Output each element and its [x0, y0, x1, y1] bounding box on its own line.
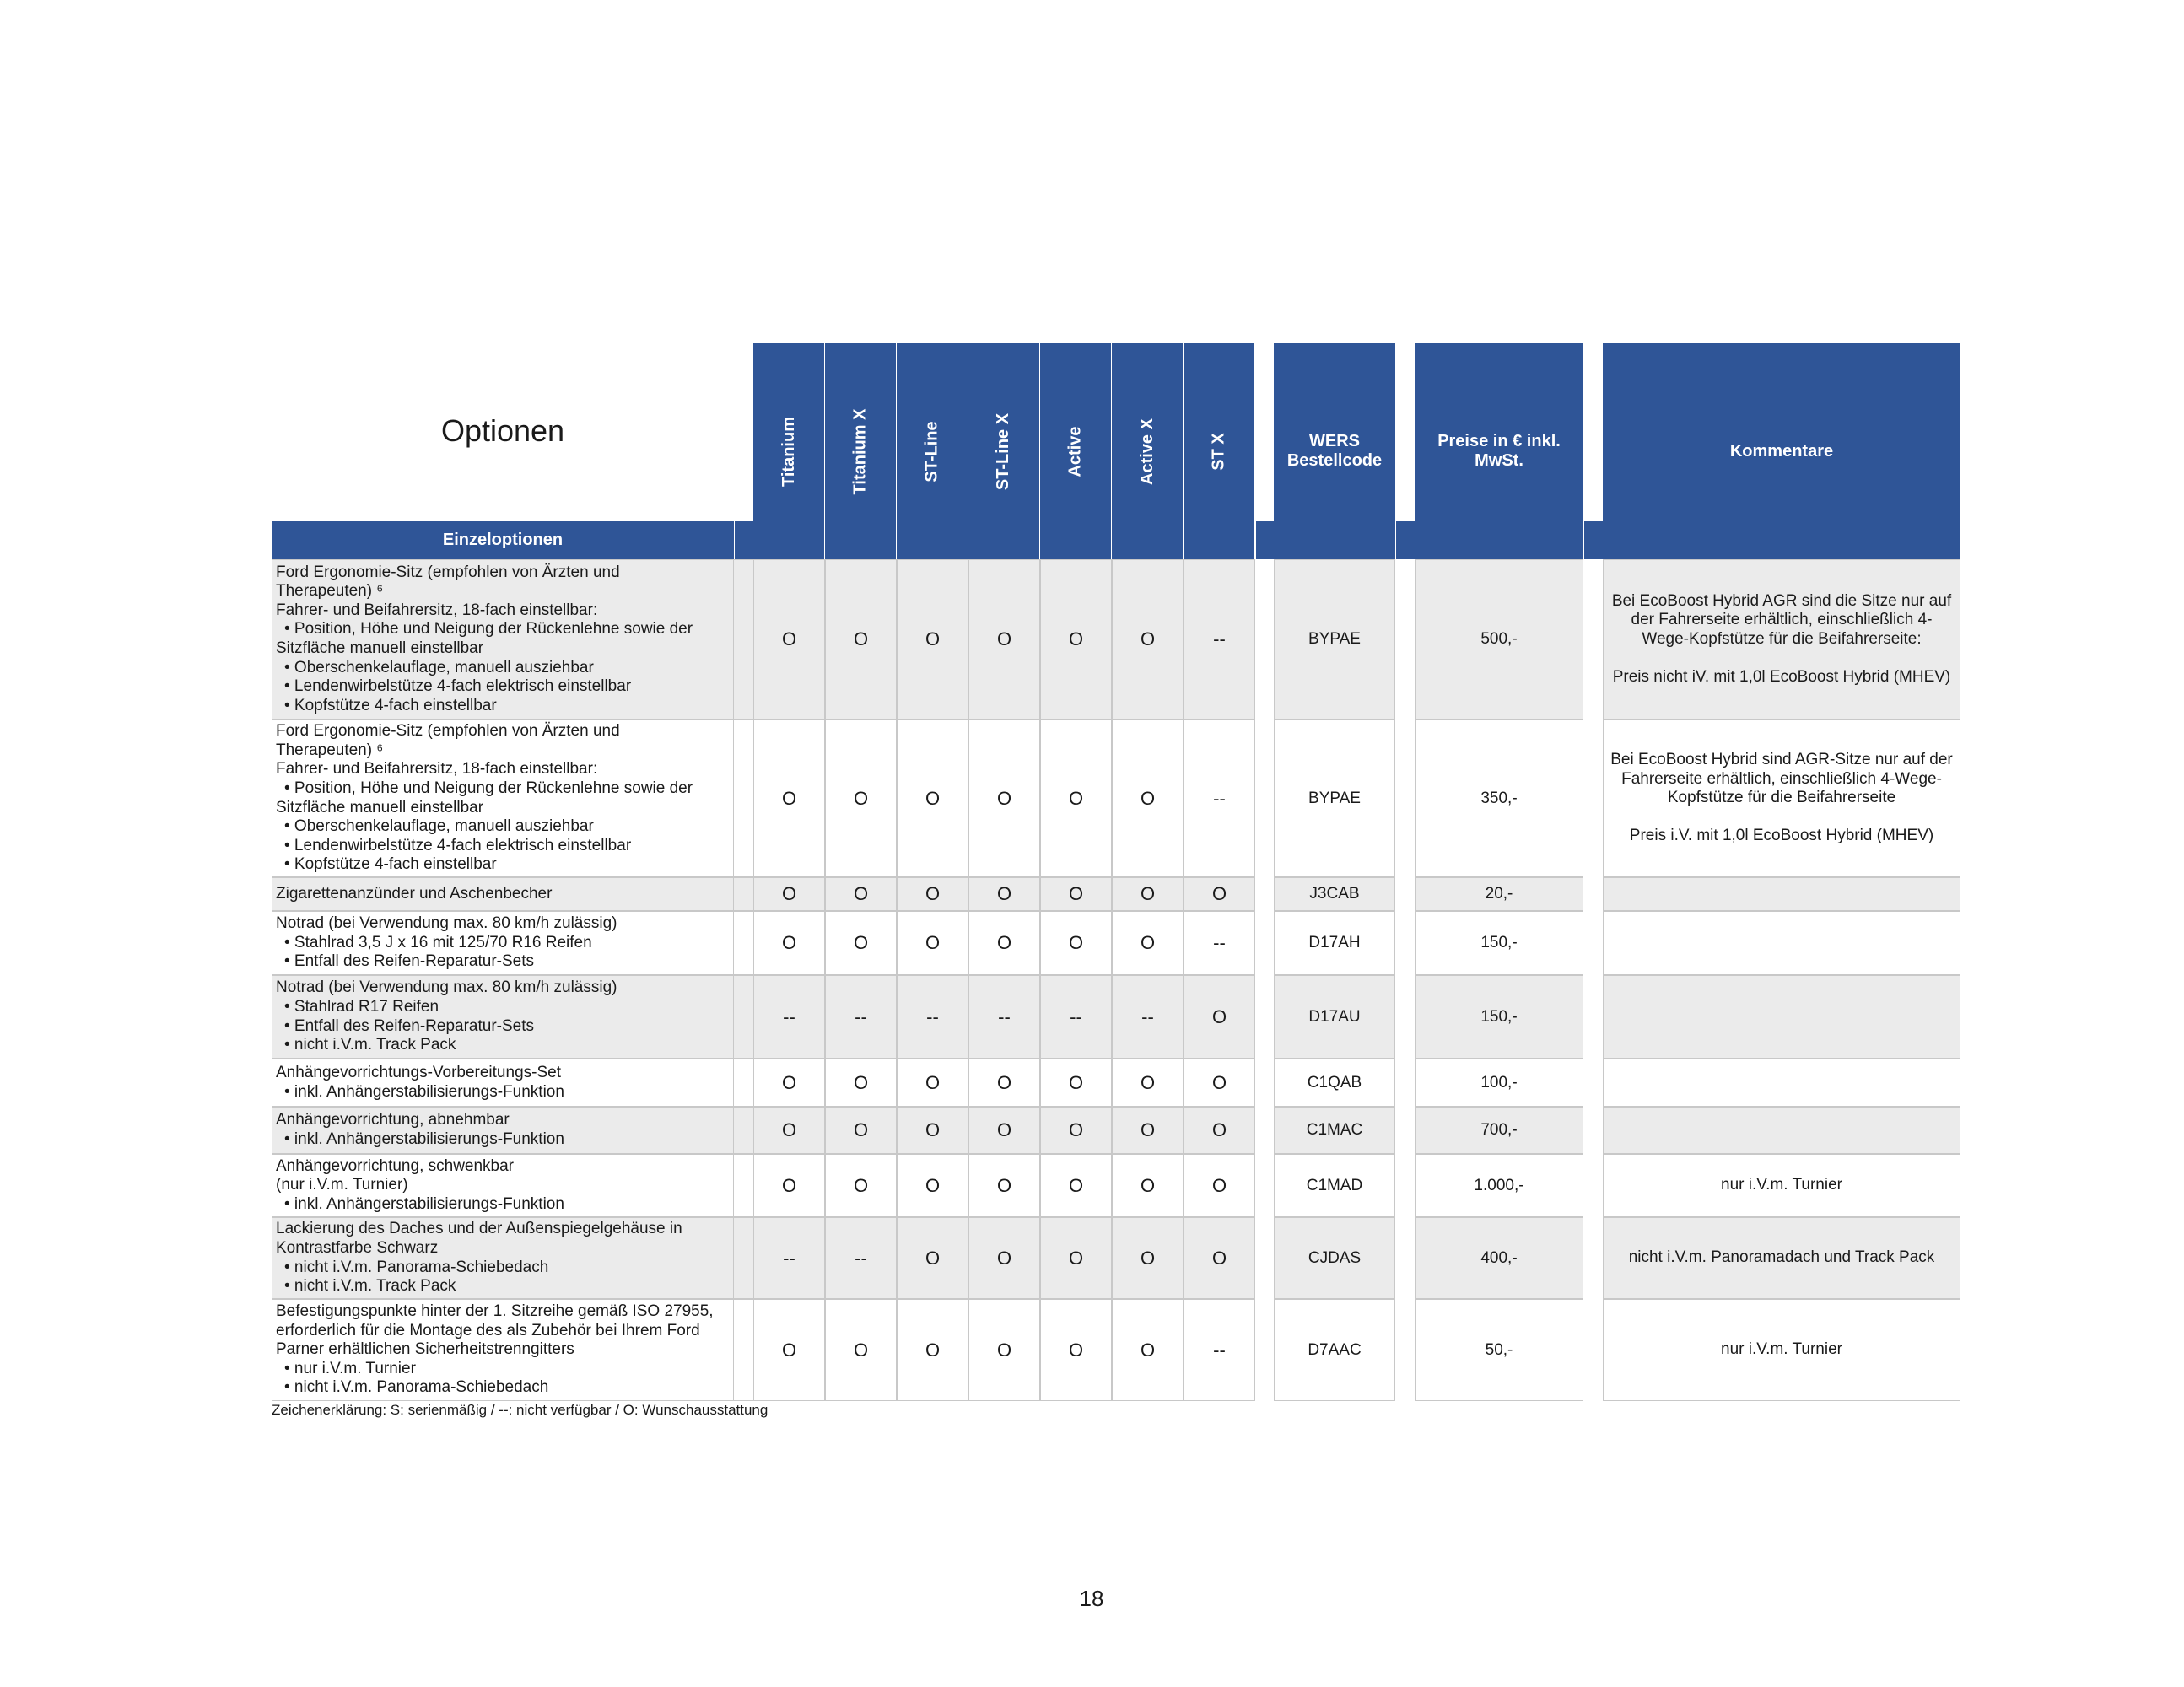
- header-gutter: [1583, 521, 1603, 559]
- trim-availability-cell: [897, 1299, 968, 1401]
- optional-symbol: O: [853, 1339, 869, 1361]
- option-description: [272, 720, 734, 877]
- header-gutter: [1395, 521, 1415, 559]
- option-line: Fahrer- und Beifahrersitz, 18-fach einstellbar:: [276, 601, 598, 619]
- trim-availability-cell: [1040, 1217, 1112, 1299]
- option-line: • nicht i.V.m. Track Pack: [284, 1277, 456, 1296]
- optional-symbol: O: [781, 628, 797, 649]
- optional-symbol: O: [853, 628, 869, 649]
- section-header-einzeloptionen: Einzeloptionen: [272, 521, 734, 559]
- comment-cell: [1603, 720, 1960, 877]
- optional-symbol: O: [925, 1247, 941, 1269]
- trim-availability-cell: [825, 975, 897, 1059]
- not-available-symbol: --: [1213, 1339, 1226, 1361]
- trim-header-st-line: [897, 343, 968, 559]
- optional-symbol: O: [1068, 628, 1084, 649]
- optional-symbol: O: [1211, 1119, 1227, 1140]
- optional-symbol: O: [925, 1119, 941, 1140]
- option-line: Parner erhältlichen Sicherheitstrenngitters: [276, 1340, 574, 1359]
- trim-availability-cell: [1112, 720, 1184, 877]
- comment-line: nicht i.V.m. Panoramadach und Track Pack: [1628, 1248, 1935, 1267]
- optional-symbol: O: [1140, 932, 1156, 953]
- wers-code-header-label: WERS Bestellcode: [1286, 432, 1383, 470]
- optional-symbol: O: [1068, 932, 1084, 953]
- optional-symbol: O: [925, 1071, 941, 1093]
- comment-header-label: Kommentare: [1729, 441, 1834, 461]
- trim-availability-cell: [753, 1217, 825, 1299]
- optional-symbol: O: [996, 1247, 1012, 1269]
- price-header-label: Preise in € inkl. MwSt.: [1437, 432, 1561, 470]
- trim-header-active: [1040, 343, 1112, 559]
- option-line: • nicht i.V.m. Panorama-Schiebedach: [284, 1258, 549, 1276]
- trim-availability-cell: [1112, 975, 1184, 1059]
- option-line: Lackierung des Daches und der Außenspiegelgehäuse in: [276, 1220, 682, 1238]
- not-available-symbol: --: [1070, 1005, 1082, 1027]
- comment-line: nur i.V.m. Turnier: [1721, 1176, 1842, 1194]
- header-gutter: [734, 521, 753, 559]
- not-available-symbol: --: [855, 1247, 867, 1269]
- trim-availability-cell: [1112, 1299, 1184, 1401]
- trim-availability-cell: [1184, 1154, 1255, 1217]
- comment-cell: [1603, 911, 1960, 975]
- price-cell: 1.000,-: [1415, 1154, 1583, 1217]
- wers-code-cell: BYPAE: [1274, 559, 1395, 720]
- trim-header-st-line-x: [968, 343, 1040, 559]
- trim-header-titanium: [753, 343, 825, 559]
- comment-line: Preis i.V. mit 1,0l EcoBoost Hybrid (MHEV): [1629, 827, 1934, 845]
- option-description: [272, 1059, 734, 1107]
- optional-symbol: O: [1140, 1247, 1156, 1269]
- trim-availability-cell: [1040, 1107, 1112, 1154]
- price-cell: 150,-: [1415, 975, 1583, 1059]
- row-gutter: [734, 720, 753, 877]
- wers-code-header: [1274, 343, 1395, 559]
- comment-line: Preis nicht iV. mit 1,0l EcoBoost Hybrid (MHEV): [1612, 667, 1951, 686]
- optional-symbol: O: [996, 1071, 1012, 1093]
- trim-availability-cell: [825, 877, 897, 911]
- row-gutter: [734, 877, 753, 911]
- comment-cell: [1603, 1299, 1960, 1401]
- option-line: • inkl. Anhängerstabilisierungs-Funktion: [284, 1130, 564, 1148]
- trim-availability-cell: [968, 559, 1040, 720]
- optional-symbol: O: [1211, 1005, 1227, 1027]
- option-line: Sitzfläche manuell einstellbar: [276, 639, 484, 657]
- option-line: • Oberschenkelauflage, manuell ausziehbar: [284, 817, 594, 836]
- price-cell: 350,-: [1415, 720, 1583, 877]
- trim-availability-cell: [1040, 877, 1112, 911]
- trim-availability-cell: [825, 1154, 897, 1217]
- trim-availability-cell: [1184, 1107, 1255, 1154]
- option-line: • Stahlrad 3,5 J x 16 mit 125/70 R16 Reifen: [284, 933, 592, 951]
- not-available-symbol: --: [783, 1247, 795, 1269]
- option-line: Befestigungspunkte hinter der 1. Sitzreihe gemäß ISO 27955,: [276, 1302, 714, 1321]
- trim-availability-cell: [1112, 559, 1184, 720]
- option-description: [272, 911, 734, 975]
- trim-availability-cell: [1112, 1107, 1184, 1154]
- option-line: Notrad (bei Verwendung max. 80 km/h zulässig): [276, 978, 617, 997]
- optional-symbol: O: [1211, 1071, 1227, 1093]
- option-line: Ford Ergonomie-Sitz (empfohlen von Ärzten und: [276, 563, 620, 581]
- comment-line: Wege-Kopfstütze für die Beifahrerseite:: [1642, 629, 1922, 648]
- trim-availability-cell: [1112, 1217, 1184, 1299]
- trim-availability-cell: [968, 877, 1040, 911]
- trim-header-label: ST-Line X: [994, 412, 1013, 490]
- option-line: • nur i.V.m. Turnier: [284, 1359, 416, 1377]
- comment-line: [1780, 808, 1783, 827]
- option-line: • Kopfstütze 4-fach einstellbar: [284, 696, 497, 714]
- trim-availability-cell: [897, 975, 968, 1059]
- wers-code-cell: CJDAS: [1274, 1217, 1395, 1299]
- wers-code-cell: C1MAD: [1274, 1154, 1395, 1217]
- trim-availability-cell: [825, 1107, 897, 1154]
- option-line: • nicht i.V.m. Track Pack: [284, 1036, 456, 1054]
- option-line: • Position, Höhe und Neigung der Rückenlehne sowie der: [284, 779, 693, 797]
- trim-availability-cell: [1112, 877, 1184, 911]
- not-available-symbol: --: [783, 1005, 795, 1027]
- trim-availability-cell: [825, 1299, 897, 1401]
- optional-symbol: O: [996, 1339, 1012, 1361]
- row-gutter: [734, 1217, 753, 1299]
- option-line: erforderlich für die Montage des als Zubehör bei Ihrem Ford: [276, 1321, 700, 1339]
- row-gutter: [734, 911, 753, 975]
- optional-symbol: O: [1140, 787, 1156, 809]
- option-line: • inkl. Anhängerstabilisierungs-Funktion: [284, 1082, 564, 1101]
- row-gutter: [734, 1107, 753, 1154]
- trim-availability-cell: [968, 1217, 1040, 1299]
- optional-symbol: O: [781, 1119, 797, 1140]
- comment-cell: [1603, 1107, 1960, 1154]
- optional-symbol: O: [996, 1174, 1012, 1196]
- optional-symbol: O: [1068, 1119, 1084, 1140]
- option-line: • nicht i.V.m. Panorama-Schiebedach: [284, 1378, 549, 1397]
- option-line: • inkl. Anhängerstabilisierungs-Funktion: [284, 1194, 564, 1213]
- trim-header-st-x: [1184, 343, 1255, 559]
- trim-availability-cell: [1184, 720, 1255, 877]
- trim-availability-cell: [897, 911, 968, 975]
- optional-symbol: O: [781, 932, 797, 953]
- trim-availability-cell: [1184, 559, 1255, 720]
- trim-availability-cell: [753, 559, 825, 720]
- trim-availability-cell: [1040, 911, 1112, 975]
- trim-availability-cell: [1040, 720, 1112, 877]
- comment-line: Bei EcoBoost Hybrid AGR sind die Sitze nur auf: [1611, 591, 1952, 610]
- price-header: [1415, 343, 1583, 559]
- option-line: Anhängevorrichtungs-Vorbereitungs-Set: [276, 1063, 561, 1081]
- trim-availability-cell: [825, 911, 897, 975]
- not-available-symbol: --: [998, 1005, 1011, 1027]
- wers-code-cell: D17AU: [1274, 975, 1395, 1059]
- optional-symbol: O: [996, 787, 1012, 809]
- optional-symbol: O: [853, 787, 869, 809]
- trim-availability-cell: [1040, 1154, 1112, 1217]
- trim-availability-cell: [968, 911, 1040, 975]
- page-title: Optionen: [440, 413, 565, 448]
- row-gutter: [734, 1154, 753, 1217]
- trim-availability-cell: [968, 1299, 1040, 1401]
- wers-code-cell: C1MAC: [1274, 1107, 1395, 1154]
- optional-symbol: O: [996, 883, 1012, 904]
- trim-header-active-x: [1112, 343, 1184, 559]
- option-line: Kontrastfarbe Schwarz: [276, 1238, 439, 1257]
- trim-availability-cell: [968, 1107, 1040, 1154]
- price-cell: 700,-: [1415, 1107, 1583, 1154]
- row-gutter: [734, 559, 753, 720]
- trim-availability-cell: [825, 1217, 897, 1299]
- optional-symbol: O: [1211, 1247, 1227, 1269]
- wers-code-cell: C1QAB: [1274, 1059, 1395, 1107]
- trim-availability-cell: [753, 911, 825, 975]
- optional-symbol: O: [1211, 1174, 1227, 1196]
- row-gutter: [734, 975, 753, 1059]
- optional-symbol: O: [1140, 883, 1156, 904]
- trim-header-label: Active: [1065, 425, 1085, 477]
- trim-availability-cell: [1112, 911, 1184, 975]
- option-description: [272, 559, 734, 720]
- comment-line: Bei EcoBoost Hybrid sind AGR-Sitze nur auf der: [1610, 751, 1953, 769]
- optional-symbol: O: [925, 932, 941, 953]
- trim-availability-cell: [968, 1154, 1040, 1217]
- not-available-symbol: --: [1213, 628, 1226, 649]
- price-cell: 500,-: [1415, 559, 1583, 720]
- optional-symbol: O: [1068, 1339, 1084, 1361]
- option-line: • Entfall des Reifen-Reparatur-Sets: [284, 952, 535, 971]
- trim-availability-cell: [1040, 1299, 1112, 1401]
- legend-note: Zeichenerklärung: S: serienmäßig / --: nicht verfügbar / O: Wunschausstattung: [272, 1402, 768, 1418]
- optional-symbol: O: [781, 787, 797, 809]
- trim-availability-cell: [753, 1107, 825, 1154]
- option-line: • Lendenwirbelstütze 4-fach elektrisch einstellbar: [284, 677, 632, 696]
- optional-symbol: O: [781, 1174, 797, 1196]
- comment-cell: [1603, 1217, 1960, 1299]
- comment-line: Fahrerseite erhältlich, einschließlich 4-Wege-: [1621, 769, 1942, 788]
- trim-availability-cell: [753, 1154, 825, 1217]
- wers-code-cell: D7AAC: [1274, 1299, 1395, 1401]
- price-cell: 100,-: [1415, 1059, 1583, 1107]
- trim-header-label: ST X: [1209, 432, 1228, 471]
- option-description: [272, 1154, 734, 1217]
- optional-symbol: O: [1068, 883, 1084, 904]
- optional-symbol: O: [781, 883, 797, 904]
- trim-availability-cell: [897, 1154, 968, 1217]
- comment-cell: [1603, 1059, 1960, 1107]
- wers-code-cell: D17AH: [1274, 911, 1395, 975]
- row-gutter: [734, 1059, 753, 1107]
- trim-availability-cell: [968, 720, 1040, 877]
- price-cell: 150,-: [1415, 911, 1583, 975]
- optional-symbol: O: [781, 1339, 797, 1361]
- optional-symbol: O: [853, 932, 869, 953]
- trim-availability-cell: [1040, 1059, 1112, 1107]
- optional-symbol: O: [996, 932, 1012, 953]
- optional-symbol: O: [925, 787, 941, 809]
- optional-symbol: O: [925, 628, 941, 649]
- option-line: Anhängevorrichtung, schwenkbar: [276, 1156, 515, 1175]
- optional-symbol: O: [1068, 1247, 1084, 1269]
- option-line: Anhängevorrichtung, abnehmbar: [276, 1111, 510, 1129]
- optional-symbol: O: [1140, 1339, 1156, 1361]
- trim-availability-cell: [968, 1059, 1040, 1107]
- trim-availability-cell: [1040, 559, 1112, 720]
- option-line: • Kopfstütze 4-fach einstellbar: [284, 855, 497, 874]
- trim-availability-cell: [825, 559, 897, 720]
- optional-symbol: O: [1068, 787, 1084, 809]
- trim-header-label: Titanium X: [850, 408, 870, 494]
- comment-header: [1603, 343, 1960, 559]
- trim-availability-cell: [1040, 975, 1112, 1059]
- optional-symbol: O: [1211, 883, 1227, 904]
- comment-line: nur i.V.m. Turnier: [1721, 1340, 1842, 1359]
- trim-availability-cell: [1184, 911, 1255, 975]
- option-line: Therapeuten) ⁶: [276, 741, 384, 759]
- comment-line: der Fahrerseite erhältlich, einschließlich 4-: [1631, 611, 1933, 629]
- option-description: [272, 877, 734, 911]
- optional-symbol: O: [853, 1071, 869, 1093]
- trim-availability-cell: [897, 1059, 968, 1107]
- trim-availability-cell: [1112, 1059, 1184, 1107]
- price-cell: 20,-: [1415, 877, 1583, 911]
- option-line: Ford Ergonomie-Sitz (empfohlen von Ärzten und: [276, 722, 620, 741]
- wers-code-cell: J3CAB: [1274, 877, 1395, 911]
- option-description: [272, 1299, 734, 1401]
- trim-availability-cell: [1184, 1217, 1255, 1299]
- option-line: (nur i.V.m. Turnier): [276, 1176, 408, 1194]
- trim-availability-cell: [897, 1217, 968, 1299]
- page-number: 18: [1079, 1586, 1104, 1611]
- trim-availability-cell: [1112, 1154, 1184, 1217]
- optional-symbol: O: [1140, 1071, 1156, 1093]
- wers-code-cell: BYPAE: [1274, 720, 1395, 877]
- price-cell: 50,-: [1415, 1299, 1583, 1401]
- option-line: • Lendenwirbelstütze 4-fach elektrisch einstellbar: [284, 836, 632, 854]
- price-cell: 400,-: [1415, 1217, 1583, 1299]
- comment-cell: [1603, 1154, 1960, 1217]
- trim-availability-cell: [753, 975, 825, 1059]
- optional-symbol: O: [1068, 1071, 1084, 1093]
- comment-cell: [1603, 877, 1960, 911]
- header-gutter: [1255, 521, 1274, 559]
- optional-symbol: O: [996, 628, 1012, 649]
- option-description: [272, 975, 734, 1059]
- not-available-symbol: --: [1213, 787, 1226, 809]
- optional-symbol: O: [1140, 628, 1156, 649]
- trim-availability-cell: [753, 1059, 825, 1107]
- optional-symbol: O: [925, 1174, 941, 1196]
- trim-header-label: ST-Line: [922, 420, 941, 482]
- row-gutter: [734, 1299, 753, 1401]
- trim-availability-cell: [1184, 975, 1255, 1059]
- not-available-symbol: --: [926, 1005, 939, 1027]
- optional-symbol: O: [853, 1174, 869, 1196]
- trim-availability-cell: [753, 877, 825, 911]
- trim-availability-cell: [825, 1059, 897, 1107]
- trim-availability-cell: [897, 877, 968, 911]
- optional-symbol: O: [853, 1119, 869, 1140]
- optional-symbol: O: [925, 1339, 941, 1361]
- trim-availability-cell: [1184, 877, 1255, 911]
- option-description: [272, 1217, 734, 1299]
- optional-symbol: O: [853, 883, 869, 904]
- trim-availability-cell: [1184, 1059, 1255, 1107]
- trim-header-label: Titanium: [779, 416, 798, 487]
- trim-header-titanium-x: [825, 343, 897, 559]
- comment-cell: [1603, 559, 1960, 720]
- option-line: Therapeuten) ⁶: [276, 582, 384, 601]
- comment-line: Kopfstütze für die Beifahrerseite: [1667, 789, 1896, 807]
- option-line: • Entfall des Reifen-Reparatur-Sets: [284, 1016, 535, 1035]
- trim-availability-cell: [753, 1299, 825, 1401]
- trim-availability-cell: [897, 720, 968, 877]
- optional-symbol: O: [1140, 1119, 1156, 1140]
- option-description: [272, 1107, 734, 1154]
- comment-cell: [1603, 975, 1960, 1059]
- option-line: Notrad (bei Verwendung max. 80 km/h zulässig): [276, 914, 617, 933]
- optional-symbol: O: [996, 1119, 1012, 1140]
- option-line: • Oberschenkelauflage, manuell ausziehbar: [284, 658, 594, 676]
- option-line: • Stahlrad R17 Reifen: [284, 997, 439, 1016]
- not-available-symbol: --: [1213, 932, 1226, 953]
- optional-symbol: O: [1140, 1174, 1156, 1196]
- optional-symbol: O: [781, 1071, 797, 1093]
- trim-availability-cell: [1184, 1299, 1255, 1401]
- trim-availability-cell: [825, 720, 897, 877]
- optional-symbol: O: [925, 883, 941, 904]
- trim-availability-cell: [968, 975, 1040, 1059]
- not-available-symbol: --: [855, 1005, 867, 1027]
- option-line: Fahrer- und Beifahrersitz, 18-fach einstellbar:: [276, 760, 598, 779]
- comment-line: [1780, 649, 1783, 668]
- trim-availability-cell: [897, 559, 968, 720]
- not-available-symbol: --: [1141, 1005, 1154, 1027]
- option-line: Zigarettenanzünder und Aschenbecher: [276, 884, 553, 903]
- option-line: Sitzfläche manuell einstellbar: [276, 798, 484, 817]
- trim-header-label: Active X: [1137, 418, 1157, 485]
- optional-symbol: O: [1068, 1174, 1084, 1196]
- option-line: • Position, Höhe und Neigung der Rückenlehne sowie der: [284, 620, 693, 639]
- trim-availability-cell: [753, 720, 825, 877]
- trim-availability-cell: [897, 1107, 968, 1154]
